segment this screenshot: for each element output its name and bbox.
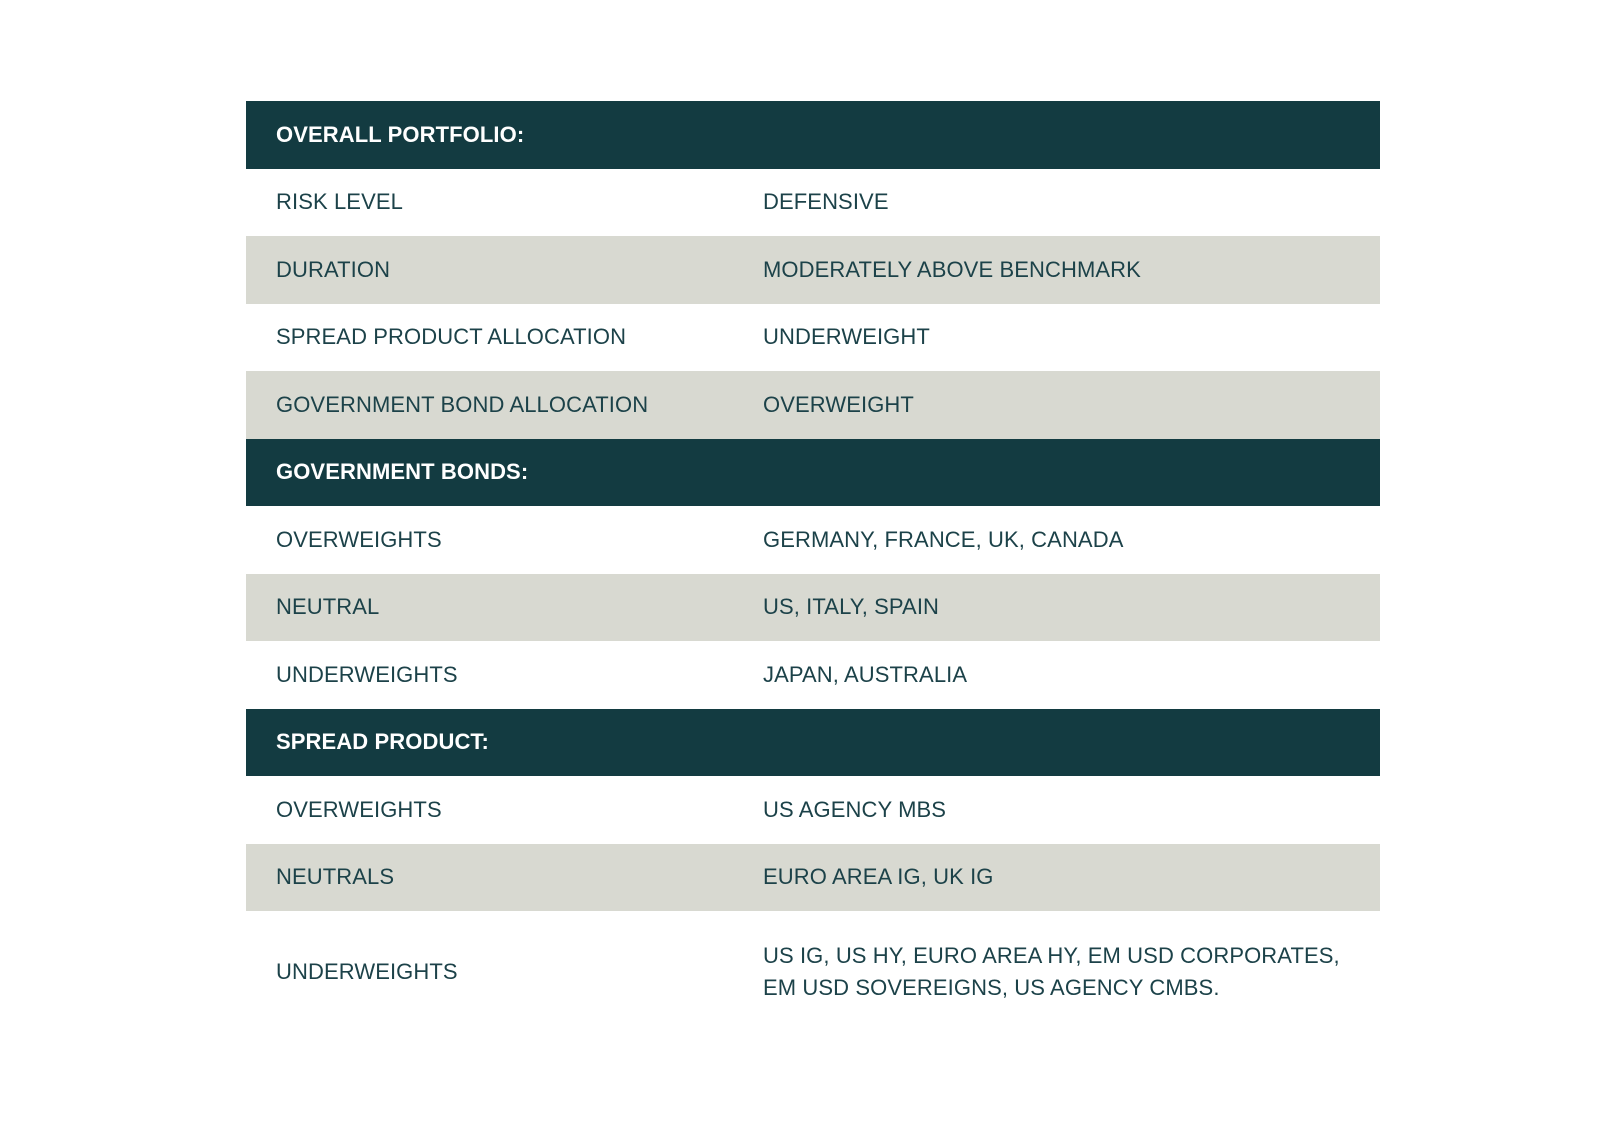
row-label: RISK LEVEL	[276, 189, 403, 215]
row-label: OVERWEIGHTS	[276, 796, 442, 822]
row-label: NEUTRAL	[276, 594, 380, 620]
table-row	[246, 371, 1380, 439]
section-title: OVERALL PORTFOLIO:	[276, 121, 525, 147]
section-title: SPREAD PRODUCT:	[276, 729, 489, 755]
row-label: OVERWEIGHTS	[276, 526, 442, 552]
table-row	[246, 506, 1380, 574]
table-row	[246, 641, 1380, 709]
row-value: GERMANY, FRANCE, UK, CANADA	[763, 526, 1124, 552]
row-label: GOVERNMENT BOND ALLOCATION	[276, 391, 649, 417]
table-row	[246, 844, 1380, 912]
row-label: SPREAD PRODUCT ALLOCATION	[276, 324, 627, 350]
row-value: JAPAN, AUSTRALIA	[763, 661, 968, 687]
table-row	[246, 169, 1380, 237]
row-value: US AGENCY MBS	[763, 796, 947, 822]
section-header-government-bonds	[246, 439, 1380, 507]
table-row	[246, 574, 1380, 642]
section-header-spread-product	[246, 709, 1380, 777]
row-value: EURO AREA IG, UK IG	[763, 864, 994, 890]
row-value: US IG, US HY, EURO AREA HY, EM USD CORPORATES, EM USD SOVEREIGNS, US AGENCY CMBS.	[763, 942, 1340, 1000]
row-value: UNDERWEIGHT	[763, 324, 930, 350]
row-value: OVERWEIGHT	[763, 391, 914, 417]
table-row	[246, 236, 1380, 304]
row-label: NEUTRALS	[276, 864, 395, 890]
table-row	[246, 304, 1380, 372]
row-value: US, ITALY, SPAIN	[763, 594, 940, 620]
row-value: DEFENSIVE	[763, 189, 889, 215]
table-row	[246, 911, 1380, 1032]
row-label: UNDERWEIGHTS	[276, 958, 458, 984]
table-row	[246, 776, 1380, 844]
section-header-overall-portfolio	[246, 101, 1380, 169]
section-title: GOVERNMENT BONDS:	[276, 459, 529, 485]
allocation-table	[246, 101, 1380, 1032]
row-label: DURATION	[276, 256, 391, 282]
row-value: MODERATELY ABOVE BENCHMARK	[763, 256, 1141, 282]
row-label: UNDERWEIGHTS	[276, 661, 458, 687]
